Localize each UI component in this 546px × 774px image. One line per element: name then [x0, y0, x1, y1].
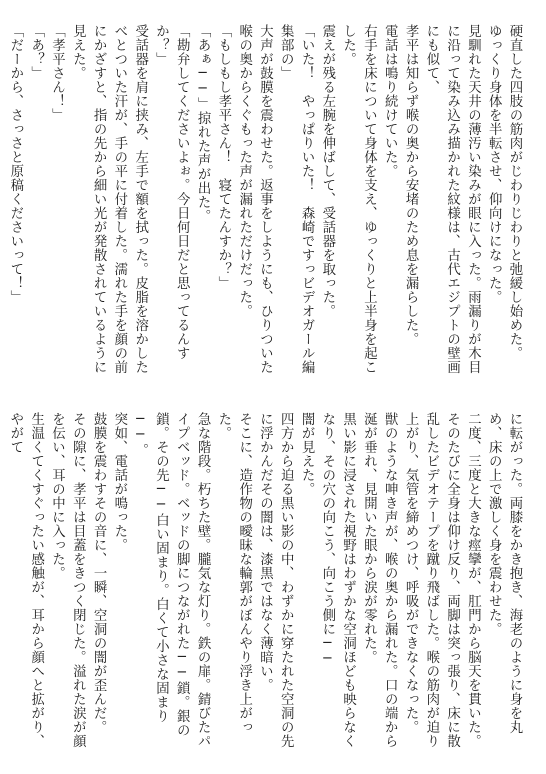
paragraph: 電話は鳴り続けていた。: [382, 24, 398, 178]
paragraph: 闇が見えた。: [299, 412, 315, 496]
paragraph: 「もしもし孝平さん！ 寝てたんすか？」: [215, 24, 231, 290]
paragraph: 「だーから、さっさと原稿くださいって！」: [7, 24, 23, 304]
paragraph: 大声が鼓膜を震わせた。返事をしようにも、ひりついた喉の奥からくぐもった声が漏れただけだった。: [236, 24, 273, 374]
paragraph: 二度、三度と大きな痙攣が、肛門から脳天を貫いた。そのたびに全身は仰け反り、両脚は突っ張り、床に散乱したビデオテープを蹴り飛ばした。喉の筋肉が迫り上がり、気管を締めつけ、呼吸ができなくなった。: [403, 412, 481, 748]
paragraph: 「あ？」: [28, 24, 44, 80]
paragraph: 突如、電話が鳴った。: [111, 412, 127, 552]
paragraph: 受話器を肩に挟み、左手で額を拭った。皮脂を溶かしたべとついた汗が、手の平に付着した。濡れた手を顔の前にかざすと、指の先から細い光が発散されているように見えた。: [70, 24, 148, 374]
paragraph: 「孝平さん！」: [49, 24, 65, 122]
paragraph: 鼓膜を震わすその音に、一瞬、空洞の闇が歪んだ。: [91, 412, 107, 734]
paragraph: 「あぁ──」掠れた声が出た。: [195, 24, 211, 224]
paragraph: 「いた！ やっぱりいた！ 森崎ですっビデオガール編集部の」: [278, 24, 315, 374]
paragraph: 震えが残る左腕を伸ばして、受話器を取った。: [319, 24, 335, 318]
paragraph: 黒い影に浸された視野はわずかな空洞ほども映らなくなり、その穴の向こう、向こう側に──: [319, 412, 356, 748]
paragraph: 孝平は知らず喉の奥から安堵のため息を漏らした。: [403, 24, 419, 346]
paragraph: に転がった。両膝をかき抱き、海老のように身を丸め、床の上で激しく身を震わせた。: [486, 412, 522, 734]
paragraph: 見馴れた天井の薄汚い染みが眼に入った。雨漏りが木目に沿って染み込み描かれた紋様は、古代エジプトの壁画にも似て、: [423, 24, 481, 374]
paragraph: 生温くてくすぐったい感触が、耳から顔へと拡がり、やがて: [7, 412, 44, 748]
paragraph: 「勘弁してくださいよぉ。今日何日だと思ってるんすか？」: [153, 24, 190, 360]
paragraph: そこに、造作物の曖昧な輪郭がぼんやり浮き上がった。: [215, 412, 252, 734]
paragraph: 急な階段。朽ちた壁。朧気な灯り。鉄の扉。錆びたパイプベッド。ベッドの脚につながれた──鎖。銀の鎖。その先──白い固まり。白くて小さな固まり──。: [132, 412, 211, 748]
lower-text-block: [4, 412, 524, 757]
paragraph: 右手を床について身体を支え、ゆっくりと上半身を起こした。: [340, 24, 377, 374]
upper-text-block: [4, 24, 524, 386]
paragraph: その隙に、孝平は目蓋をきつく閉じた。溢れた涙が顔を伝い、耳の中に入った。: [49, 412, 86, 748]
paragraph: 四方から迫る黒い影の中、わずかに穿たれた空洞の先に浮かんだその闇は、漆黒ではなく薄暗い。: [257, 412, 294, 748]
paragraph: ゆっくり身体を半転させ、仰向けになった。: [486, 24, 502, 304]
paragraph: 獣のような呻き声が、喉の奥から漏れた。口の端から涎が垂れ、見開いた眼から涙が零れた。: [361, 412, 398, 748]
paragraph: 硬直した四肢の筋肉がじわりじわりと弛緩し始めた。: [507, 24, 522, 360]
